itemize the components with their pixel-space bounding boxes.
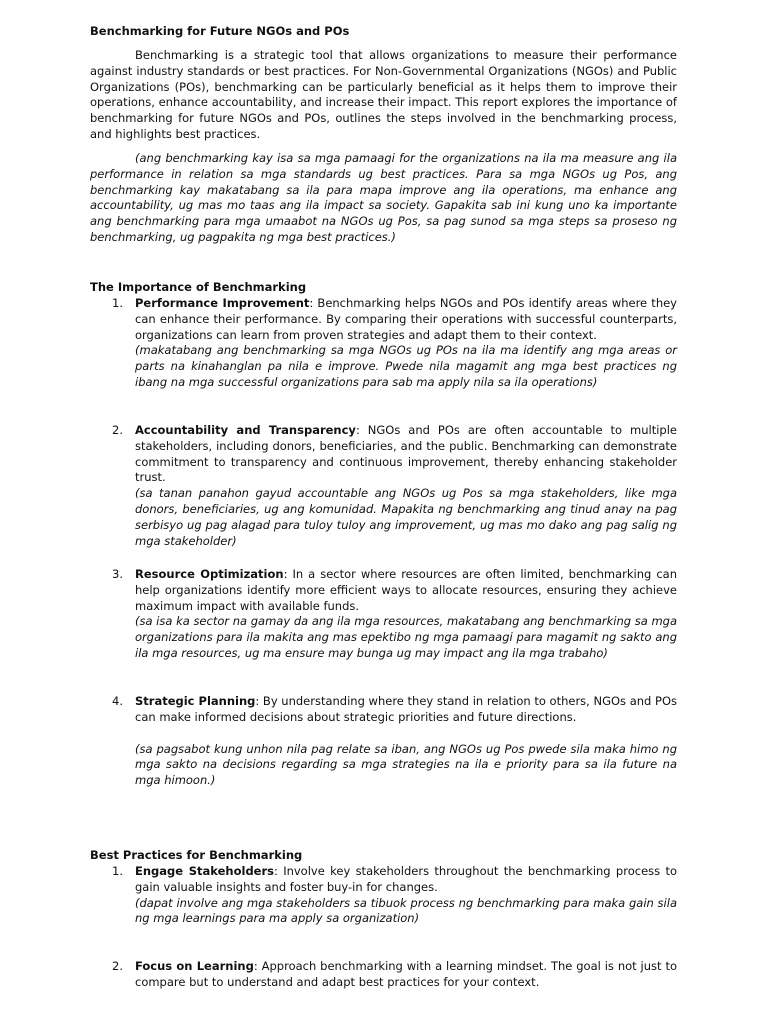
list-item-term: Engage Stakeholders	[135, 864, 274, 878]
list-item-body	[135, 959, 677, 991]
list-item-text: : In a sector where resources are often limited, benchmarking can help organizations identify more efficient ways to allocate resources, ensuring they achieve maximum impact with available funds.	[135, 567, 678, 613]
list-item-text: : NGOs and POs are often accountable to multiple stakeholders, including donors, beneficiaries, and the public. Benchmarking can demonstrate commitment to transparency and continuous improvement, thereby enhancing stakeholder trust.	[135, 423, 677, 485]
list-item-body	[135, 567, 677, 662]
list-item-body	[135, 694, 677, 789]
list-item-term: Accountability and Transparency	[135, 423, 356, 437]
list-number: 2.	[112, 959, 123, 973]
importance-heading: The Importance of Benchmarking	[90, 280, 307, 294]
list-item-term: Strategic Planning	[135, 694, 256, 708]
list-item-text: : Involve key stakeholders throughout the benchmarking process to gain valuable insights and foster buy-in for changes.	[135, 864, 677, 894]
list-number: 1.	[112, 296, 123, 310]
list-item-body	[135, 423, 677, 549]
best-practices-heading: Best Practices for Benchmarking	[90, 848, 303, 862]
list-item-engage	[90, 864, 677, 927]
list-item-text: : Approach benchmarking with a learning mindset. The goal is not just to compare but to understand and adapt best practices for your context.	[135, 959, 677, 989]
list-number: 1.	[112, 864, 123, 878]
list-item-translation: (sa tanan panahon gayud accountable ang NGOs ug Pos sa mga stakeholders, like mga donors, beneficiaries, ug ang komunidad. Mapakita ng benchmarking ang tinud anay na pag serbisyo ug pag alagad para tuloy tuloy ang improvement, ug mas mo dako ang pag salig ng mga stakeholder)	[135, 486, 677, 548]
list-item-performance	[90, 296, 677, 391]
list-item-resource	[90, 567, 677, 662]
list-item-term: Performance Improvement	[135, 296, 310, 310]
intro-paragraph: Benchmarking is a strategic tool that allows organizations to measure their performance against industry standards or best practices. For Non-Governmental Organizations (NGOs) and Public Organizations (POs), benchmarking can be particularly beneficial as it helps them to improve their operations, enhance accountability, and increase their impact. This report explores the importance of benchmarking for future NGOs and POs, outlines the steps involved in the benchmarking process, and highlights best practices.	[90, 48, 677, 141]
list-item-text: : By understanding where they stand in relation to others, NGOs and POs can make informed decisions about strategic priorities and future directions.	[135, 694, 677, 724]
list-number: 3.	[112, 567, 123, 581]
intro-translation: (ang benchmarking kay isa sa mga pamaagi for the organizations na ila ma measure ang ila performance in relation sa mga standards ug best practices. Para sa mga NGOs ug Pos, ang benchmarking kay makatabang sa ila para mapa improve ang ila operations, ma enhance ang accountability, ug mas mo taas ang ila impact sa society. Gapakita sab ini kung uno ka importante ang benchmarking para mga umaabot na NGOs ug Pos, sa pag sunod sa mga steps sa proseso ng benchmarking, ug pagpakita ng mga best practices.)	[90, 151, 677, 244]
list-item-body	[135, 864, 677, 927]
list-item-translation: (sa isa ka sector na gamay da ang ila mga resources, makatabang ang benchmarking sa mga organizations para ila makita ang mas epektibo ng mga pamaagi para magamit ng sakto ang ila mga resources, ug ma ensure may bunga ug may impact ang ila mga trabaho)	[135, 614, 677, 660]
list-number: 2.	[112, 423, 123, 437]
list-item-translation: (dapat involve ang mga stakeholders sa tibuok process ng benchmarking para maka gain sila ng mga learnings para ma apply sa organization)	[135, 895, 677, 926]
list-item-learning	[90, 959, 677, 991]
list-number: 4.	[112, 694, 123, 708]
list-item-translation: (sa pagsabot kung unhon nila pag relate sa iban, ang NGOs ug Pos pwede sila maka himo ng mga sakto na decisions regarding sa mga strategies na ila e priority para sa ila future na mga himoon.)	[135, 741, 677, 788]
list-item-term: Focus on Learning	[135, 959, 254, 973]
list-item-text: : Benchmarking helps NGOs and POs identify areas where they can enhance their performance. By comparing their operations with successful counterparts, organizations can learn from proven strategies and adapt them to their context.	[135, 296, 677, 342]
document-title: Benchmarking for Future NGOs and POs	[90, 24, 350, 38]
list-item-term: Resource Optimization	[135, 567, 284, 581]
list-item-translation: (makatabang ang benchmarking sa mga NGOs ug POs na ila ma identify ang mga areas or parts na kinahanglan pa nila e improve. Pwede nila magamit ang mga best practices ng ibang na mga successful organizations para sab ma apply nila sa ila operations)	[135, 343, 677, 389]
list-item-body	[135, 296, 677, 391]
list-item-strategic	[90, 694, 677, 789]
list-item-accountability	[90, 423, 677, 549]
